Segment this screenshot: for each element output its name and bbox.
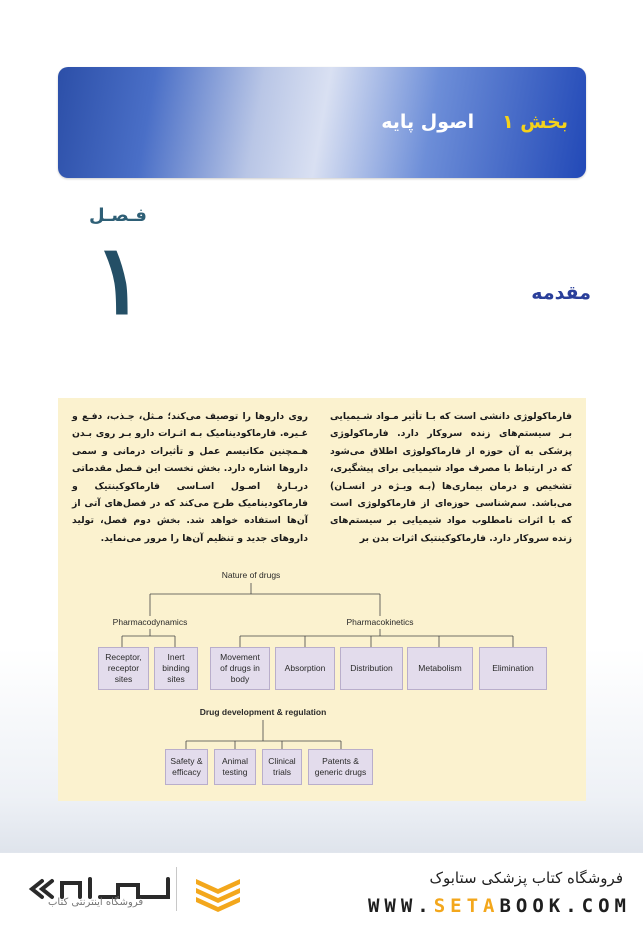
part-name: اصول پایه [381,111,475,133]
logo-mark-icon [28,867,248,919]
node-clinical-trials: Clinical trials [262,749,302,785]
node-distribution: Distribution [340,647,403,690]
store-name: فروشگاه کتاب پزشکی ستابوک [429,869,623,887]
diagram-connectors [58,398,586,801]
node-patents-generic: Patents & generic drugs [308,749,373,785]
chapter-label: فـصـل [89,205,147,226]
logo-caption: فروشگاه اینترنتی کتاب [48,897,144,908]
drug-development-label: Drug development & regulation [199,707,327,717]
part-banner [58,67,586,178]
part-number: بخش ۱ [502,111,568,133]
url-highlight: SETA [433,895,500,917]
part-title [381,111,568,133]
node-elimination: Elimination [479,647,547,690]
url-suffix: BOOK.COM [499,895,631,917]
node-metabolism: Metabolism [407,647,473,690]
logo-divider [176,867,177,911]
chapter-title: مقدمه [531,282,591,304]
node-absorption: Absorption [275,647,335,690]
node-animal-testing: Animal testing [214,749,256,785]
chapter-number: ۱ [93,223,145,336]
pharmacokinetics-label: Pharmacokinetics [346,617,414,627]
store-footer [0,853,643,926]
store-url[interactable] [368,895,631,917]
node-inert-binding-sites: Inert binding sites [154,647,198,690]
pharmacodynamics-label: Pharmacodynamics [112,617,188,627]
url-prefix: WWW. [367,895,434,917]
text-column-right: فارماکولوژی دانشی است که بـا تأثیر مـواد شـیمیایی بـر سیستم‌های زنده سروکار دارد. فارماکولوژی پزشکی به آن حوزه از فارماکولوژی اطلاق می‌شود که در ارتباط با مصرف مواد شیمیایی برای پیشگیری، تشخیص و درمان بیماری‌ها (بـه ویـژه در انسـان) می‌باشد. سم‌شناسی حوزه‌ای از فارماکولوژی است که با اثرات نامطلوب مواد شیمیایی بر سیستم‌های زنده سروکار دارد. فارماکوکینتیک اثرات بدن بر [330,411,572,544]
diagram-root-label: Nature of drugs [221,570,281,580]
setabook-logo [28,867,248,919]
intro-box [58,398,586,801]
node-movement-of-drugs: Movement of drugs in body [210,647,270,690]
node-safety-efficacy: Safety & efficacy [165,749,208,785]
text-column-left: روی داروها را توصیف می‌کند؛ مـثل، جـذب، دفـع و غـیره. فارماکودینامیک بـه اثـرات دارو بـر روی بـدن هـمچنین مکانیسم عمل و تأثیرات درمانی و سمی داروها اشاره دارد. بخش نخست این فـصل مقدماتی دربـارهٔ اصـول اسـاسی فارماکوکینتیک و فارماکودینامیک طرح می‌کند که در فصل‌های آتی از آن‌ها استفاده خواهد شد. بخش دوم فصل، تولید داروهای جدید و تنظیم آن‌ها را مرور می‌نماید. [72,411,308,544]
node-receptor-sites: Receptor, receptor sites [98,647,149,690]
